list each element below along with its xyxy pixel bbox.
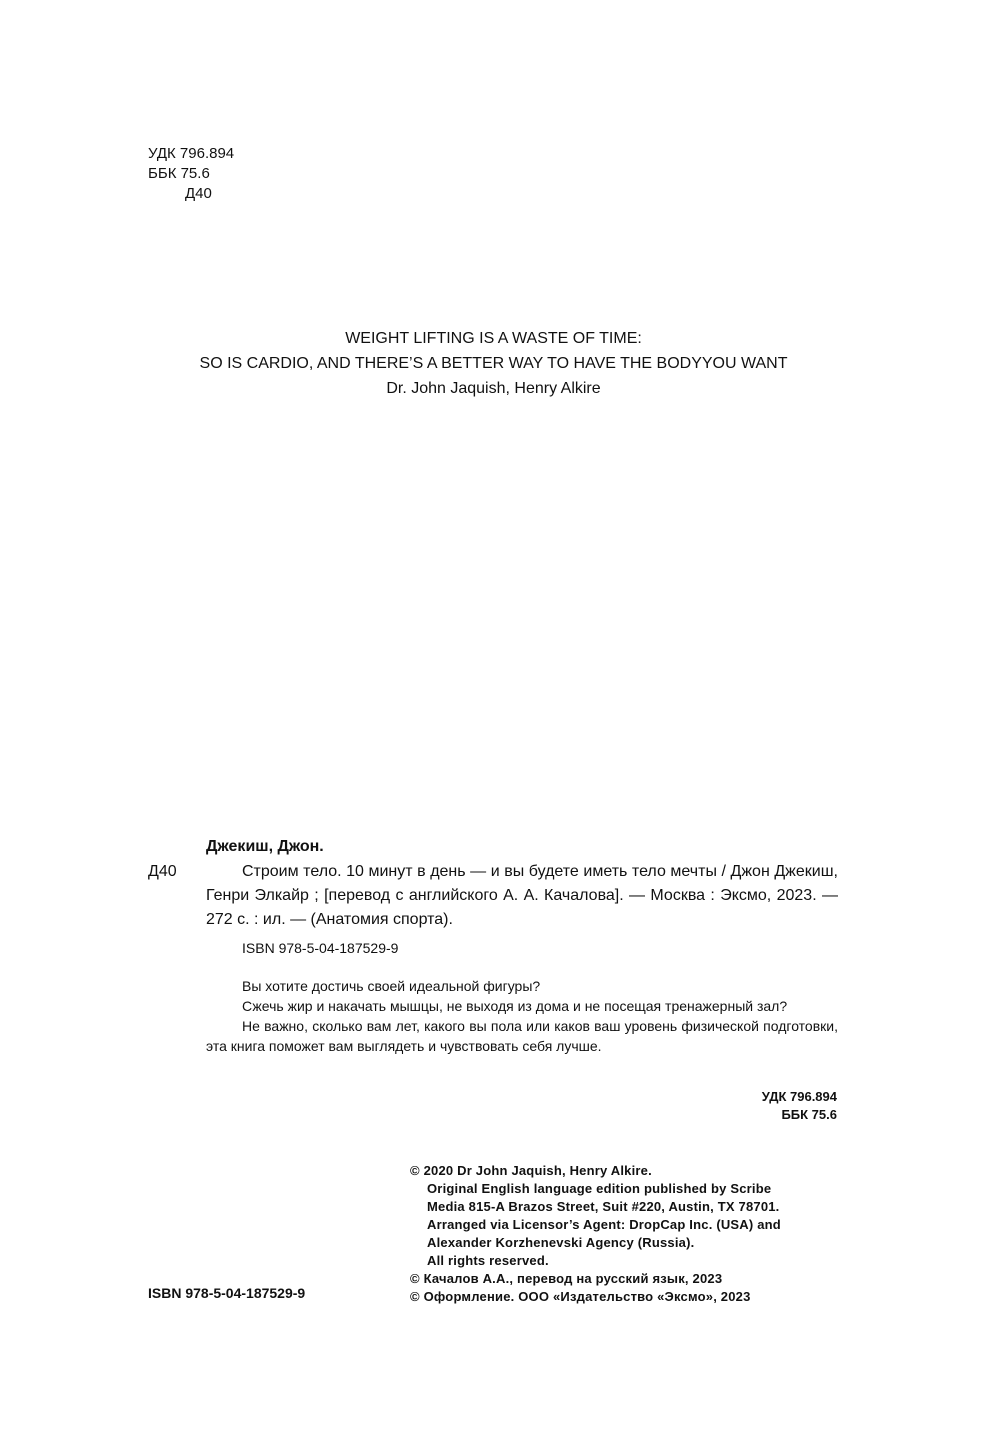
original-title-line-2: SO IS CARDIO, AND THERE’S A BETTER WAY TO HAVE THE BODYYOU WANT [199,355,788,372]
author-sign: Д40 [185,185,212,202]
copyright-line: All rights reserved. [427,1253,549,1268]
copyright-line: Media 815-A Brazos Street, Suit #220, Austin, TX 78701. [427,1199,780,1214]
copyright-line: Alexander Korzhenevski Agency (Russia). [427,1235,695,1250]
udk-code: УДК 796.894 [148,145,235,162]
bbk-code: ББК 75.6 [148,165,210,182]
isbn-bottom: ISBN 978-5-04-187529-9 [148,1285,306,1301]
annotation-paragraph: Вы хотите достичь своей идеальной фигуры? [242,978,541,994]
catalog-bbk: ББК 75.6 [781,1107,837,1122]
annotation-paragraph: Сжечь жир и накачать мышцы, не выходя из дома и не посещая тренажерный зал? [242,998,788,1014]
copyright-design: © Оформление. ООО «Издательство «Эксмо», 2023 [410,1289,751,1304]
catalog-description [206,860,838,932]
catalog-isbn: ISBN 978-5-04-187529-9 [242,940,399,956]
original-title-block [0,326,987,401]
catalog-codes [700,1088,837,1124]
catalog-author: Джекиш, Джон. [206,838,324,855]
copyright-translation: © Качалов А.А., перевод на русский язык, 2023 [410,1271,723,1286]
annotation-paragraph: Не важно, сколько вам лет, какого вы пола или каков ваш уровень физической подготовки, эта книга поможет вам выглядеть и чувствовать себя лучше. [206,1018,838,1054]
copyright-line: Original English language edition published by Scribe [427,1181,772,1196]
original-title-line-1: WEIGHT LIFTING IS A WASTE OF TIME: [345,330,642,347]
original-authors: Dr. John Jaquish, Henry Alkire [386,380,601,397]
catalog-code: Д40 [148,863,177,880]
copyright-block [410,1162,781,1306]
classification-block [148,144,234,204]
copyright-line: Arranged via Licensor’s Agent: DropCap Inc. (USA) and [427,1217,781,1232]
annotation [206,976,838,1056]
copyright-original: © 2020 Dr John Jaquish, Henry Alkire. [410,1163,652,1178]
catalog-udk: УДК 796.894 [761,1089,837,1104]
catalog-description-text: Строим тело. 10 минут в день — и вы будете иметь тело мечты / Джон Джекиш, Генри Элкайр ; [перевод с английского А. А. Качалова]. — Москва : Эксмо, 2023. — 272 с. : ил. — (Анатомия спорта). [206,863,838,928]
